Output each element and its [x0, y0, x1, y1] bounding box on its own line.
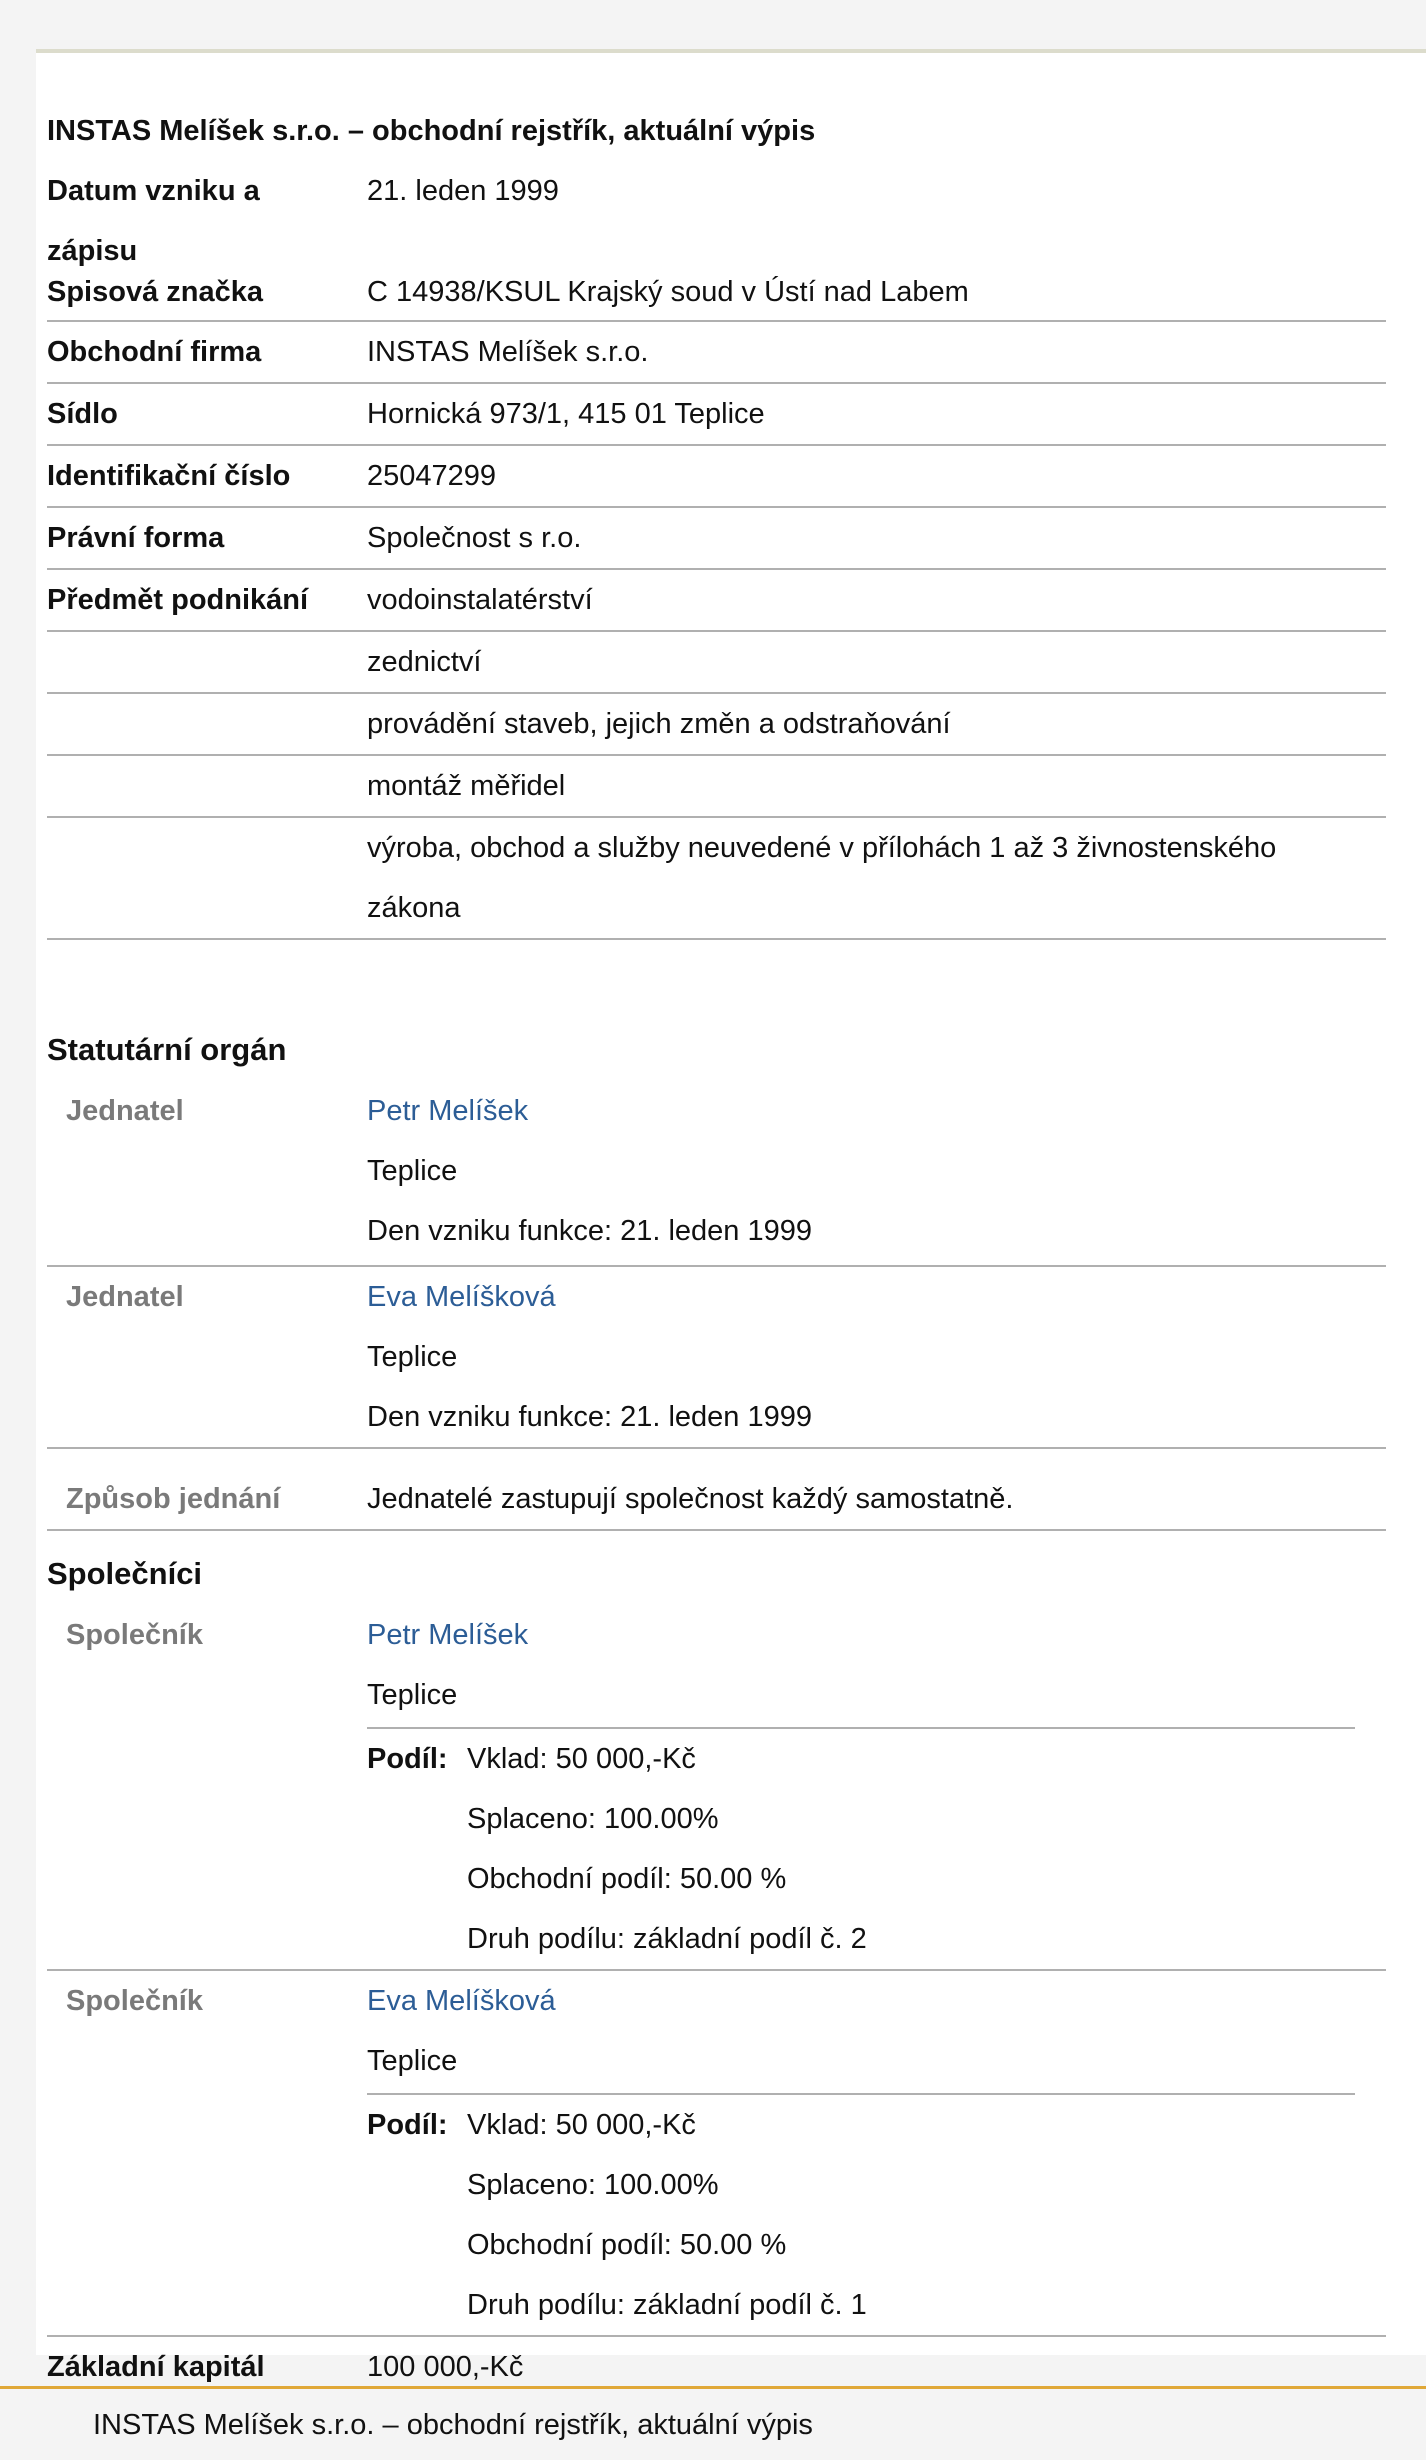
member-details [367, 1267, 1367, 1447]
row-label: Předmět podnikání [47, 584, 309, 616]
footer-title: INSTAS Melíšek s.r.o. – obchodní rejstřík, aktuální výpis [93, 2409, 813, 2441]
row-value: C 14938/KSUL Krajský soud v Ústí nad Labem [367, 276, 969, 308]
row-predmet-podnikani [47, 570, 1386, 632]
member-city: Teplice [367, 2045, 458, 2077]
member-name-link[interactable]: Petr Melíšek [367, 1619, 529, 1651]
shareholder [47, 1971, 1386, 2337]
member-city: Teplice [367, 1155, 458, 1187]
row-value: 25047299 [367, 460, 497, 492]
page-footer [0, 2386, 1426, 2460]
row-value: 21. leden 1999 [367, 175, 559, 207]
row-pravni-forma [47, 508, 1386, 570]
share-paid: Splaceno: 100.00% [467, 1803, 719, 1835]
row-label: Spisová značka [47, 276, 263, 308]
member-role: Společník [66, 1985, 203, 2017]
share-deposit: Vklad: 50 000,-Kč [467, 2109, 696, 2141]
member-city: Teplice [367, 1679, 458, 1711]
share-values [467, 1729, 867, 1969]
row-predmet-item [47, 756, 1386, 818]
row-identifikacni-cislo [47, 446, 1386, 508]
row-value: vodoinstalatérství [367, 584, 593, 616]
member-details [367, 1605, 1367, 1725]
section-heading-spolecnici: Společníci [47, 1556, 203, 1591]
row-spisova-znacka [47, 221, 1386, 322]
share-type: Druh podílu: základní podíl č. 2 [467, 1923, 867, 1955]
share-business-share: Obchodní podíl: 50.00 % [467, 2229, 787, 2261]
share-label: Podíl: [367, 1743, 448, 1775]
member-details [367, 1971, 1367, 2091]
member-name-link[interactable]: Eva Melíšková [367, 1985, 556, 2017]
member-role: Společník [66, 1619, 203, 1651]
row-label: Právní forma [47, 522, 225, 554]
share-business-share: Obchodní podíl: 50.00 % [467, 1863, 787, 1895]
row-value: montáž měřidel [367, 770, 566, 802]
row-value: Společnost s r.o. [367, 522, 582, 554]
share-block [367, 2093, 1355, 2333]
row-obchodni-firma [47, 322, 1386, 384]
member-since: Den vzniku funkce: 21. leden 1999 [367, 1215, 812, 1247]
row-sidlo [47, 384, 1386, 446]
share-deposit: Vklad: 50 000,-Kč [467, 1743, 696, 1775]
statutory-member [47, 1081, 1386, 1267]
row-predmet-item [47, 632, 1386, 694]
row-value: provádění staveb, jejich změn a odstraňování [367, 708, 951, 740]
row-label: Základní kapitál [47, 2351, 265, 2383]
row-label: Způsob jednání [66, 1483, 281, 1515]
row-value: Hornická 973/1, 415 01 Teplice [367, 398, 765, 430]
row-label: Obchodní firma [47, 336, 262, 368]
row-value: zednictví [367, 646, 482, 678]
member-name-link[interactable]: Eva Melíšková [367, 1281, 556, 1313]
share-block [367, 1727, 1355, 1967]
member-since: Den vzniku funkce: 21. leden 1999 [367, 1401, 812, 1433]
share-type: Druh podílu: základní podíl č. 1 [467, 2289, 867, 2321]
row-value: 100 000,-Kč [367, 2351, 524, 2383]
statutory-member [47, 1267, 1386, 1449]
row-label: Datum vzniku a zápisu [47, 175, 260, 267]
row-value: Jednatelé zastupují společnost každý samostatně. [367, 1483, 1014, 1515]
member-role: Jednatel [66, 1095, 184, 1127]
page-title: INSTAS Melíšek s.r.o. – obchodní rejstřík, aktuální výpis [47, 115, 816, 147]
member-role: Jednatel [66, 1281, 184, 1313]
row-value: výroba, obchod a služby neuvedené v přílohách 1 až 3 živnostenského zákona [367, 832, 1277, 924]
share-label: Podíl: [367, 2109, 448, 2141]
row-label: Sídlo [47, 398, 118, 430]
row-datum-vzniku [47, 161, 1386, 267]
share-paid: Splaceno: 100.00% [467, 2169, 719, 2201]
share-values [467, 2095, 867, 2335]
row-predmet-item [47, 694, 1386, 756]
row-value: INSTAS Melíšek s.r.o. [367, 336, 649, 368]
register-extract-card [36, 49, 1426, 2383]
row-predmet-item [47, 818, 1386, 940]
row-label: Identifikační číslo [47, 460, 291, 492]
member-details [367, 1081, 1367, 1261]
shareholder [47, 1605, 1386, 1971]
member-name-link[interactable]: Petr Melíšek [367, 1095, 529, 1127]
member-city: Teplice [367, 1341, 458, 1373]
row-zpusob-jednani [47, 1449, 1386, 1531]
section-heading-statutarni: Statutární orgán [47, 1032, 287, 1067]
